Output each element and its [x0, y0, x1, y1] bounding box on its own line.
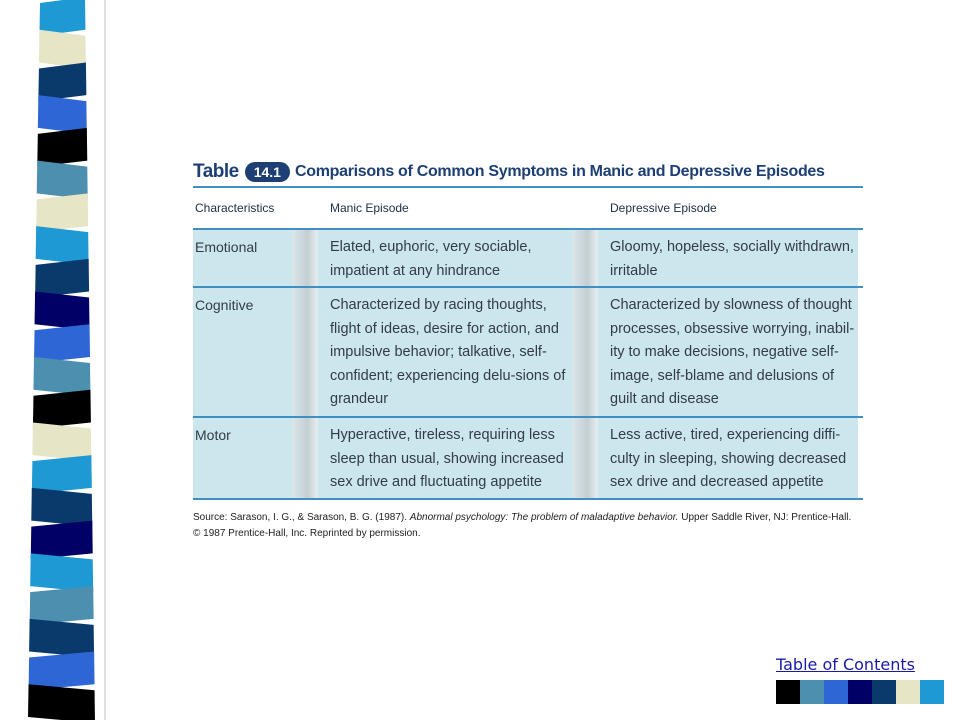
stripe-edge-line: [104, 0, 106, 720]
stripe-segment: [30, 553, 93, 592]
table-figure: [193, 158, 873, 542]
divider: [193, 498, 863, 500]
nav-color-bar: [776, 680, 944, 704]
column-header-depressive: Depressive Episode: [610, 201, 717, 215]
column-gap: [292, 288, 318, 416]
column-gap: [292, 230, 318, 286]
stripe-segment: [29, 652, 95, 691]
stripe-segment: [32, 455, 92, 494]
nav-swatch: [920, 680, 944, 704]
table-caption: [193, 158, 873, 186]
table-row: [193, 230, 873, 286]
nav-swatch: [848, 680, 872, 704]
stripe-segment: [33, 390, 91, 429]
cell-depressive: Gloomy, hopeless, socially withdrawn, irritable: [598, 230, 858, 286]
table-number-badge: 14.1: [245, 162, 290, 182]
column-gap: [572, 230, 598, 286]
column-gap: [572, 288, 598, 416]
source-suffix: Upper Saddle River, NJ: Prentice-Hall. © 1987 Prentice-Hall, Inc. Reprinted by permission.: [193, 512, 852, 539]
stripe-segment: [39, 30, 86, 69]
nav-swatch: [776, 680, 800, 704]
table-row: [193, 418, 873, 498]
stripe-segment: [29, 619, 94, 658]
cell-characteristic: Motor: [193, 418, 292, 498]
stripe-segment: [35, 292, 90, 331]
column-gap: [292, 418, 318, 498]
cell-characteristic: Emotional: [193, 230, 292, 286]
cell-manic: Elated, euphoric, very sociable, impatient at any hindrance: [318, 230, 572, 286]
stripe-segment: [28, 684, 95, 720]
column-header-characteristics: Characteristics: [195, 201, 275, 215]
source-note: [193, 510, 853, 542]
source-title: Abnormal psychology: The problem of maladaptive behavior.: [409, 512, 679, 523]
stripe-segment: [32, 422, 91, 461]
stripe-segment: [30, 586, 94, 625]
nav-swatch: [896, 680, 920, 704]
table-column-headers: [193, 188, 873, 228]
cell-manic: Hyperactive, tireless, requiring less sleep than usual, showing increased sex drive and fluctuating appetite: [318, 418, 572, 498]
stripe-segment: [33, 357, 90, 396]
stripe-segment: [34, 324, 90, 363]
symptoms-table: [193, 230, 873, 500]
table-row: [193, 288, 873, 416]
table-label: Table: [193, 161, 239, 182]
stripe-segment: [38, 95, 87, 134]
decorative-stripe: [0, 0, 110, 720]
cell-manic: Characterized by racing thoughts, flight of ideas, desire for action, and impulsive behavior; talkative, self-confident; experiencing delu-sions of grandeur: [318, 288, 572, 416]
stripe-segment: [39, 0, 85, 36]
table-title: Comparisons of Common Symptoms in Manic and Depressive Episodes: [294, 163, 825, 180]
column-gap: [572, 418, 598, 498]
nav-swatch: [824, 680, 848, 704]
cell-depressive: Characterized by slowness of thought processes, obsessive worrying, inabil-ity to make decisions, negative self-image, self-blame and delusions of guilt and disease: [598, 288, 858, 416]
stripe-segment: [36, 226, 89, 265]
stripe-segment: [36, 193, 88, 232]
nav-swatch: [800, 680, 824, 704]
stripe-segment: [38, 62, 86, 101]
stripe-segment: [37, 161, 88, 200]
stripe-segment: [31, 488, 92, 527]
stripe-segment: [31, 521, 93, 560]
source-prefix: Source: Sarason, I. G., & Sarason, B. G. (1987).: [193, 512, 410, 523]
stripe-segment: [37, 128, 87, 167]
cell-depressive: Less active, tired, experiencing diffi-culty in sleeping, showing decreased sex drive and decreased appetite: [598, 418, 858, 498]
column-header-manic: Manic Episode: [330, 201, 409, 215]
stripe-segment: [35, 259, 89, 298]
table-of-contents-link[interactable]: Table of Contents: [776, 655, 915, 674]
nav-swatch: [872, 680, 896, 704]
cell-characteristic: Cognitive: [193, 288, 292, 416]
